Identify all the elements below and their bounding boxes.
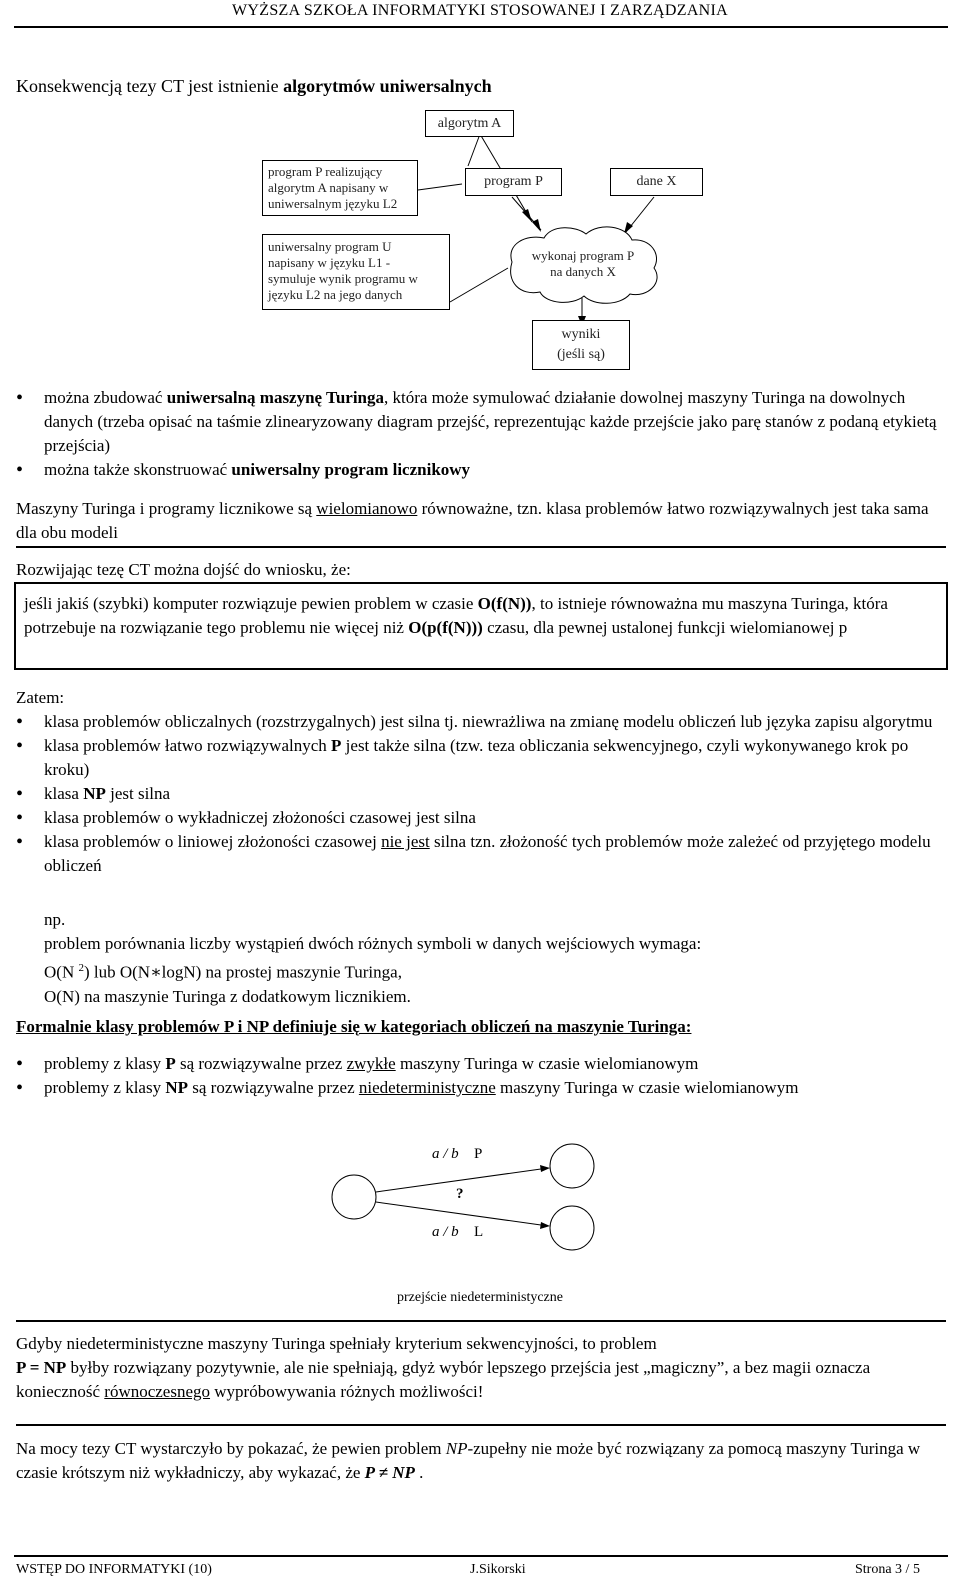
list-item: • można także skonstruować uniwersalny program licznikowy bbox=[14, 458, 946, 482]
equivalence-paragraph: Maszyny Turinga i programy licznikowe są wielomianowo równoważne, tzn. klasa problemów łatwo rozwiązywalnych jest taka sama dla obu modeli bbox=[16, 499, 929, 542]
footer-course: WSTĘP DO INFORMATYKI (10) bbox=[16, 1562, 212, 1577]
top-direction: P bbox=[474, 1146, 483, 1162]
data-box: dane X bbox=[610, 168, 703, 196]
list-item: • klasa problemów o liniowej złożoności czasowej nie jest silna tzn. złożoność tych problemów może zależeć od przyjętego modelu obliczeń bbox=[14, 830, 946, 878]
list-item: • klasa problemów łatwo rozwiązywalnych P jest także silna (tzw. teza obliczania sekwencyjnego, czyli wykonywanego krok po kroku) bbox=[14, 734, 946, 782]
list-item: • problemy z klasy NP są rozwiązywalne przez niedeterministyczne maszyny Turinga w czasie wielomianowym bbox=[14, 1076, 946, 1100]
question-mark: ? bbox=[456, 1186, 464, 1202]
bottom-direction: L bbox=[474, 1224, 484, 1240]
list-item: • klasa NP jest silna bbox=[14, 782, 946, 806]
program-box: program P bbox=[465, 168, 562, 196]
intro-line: Konsekwencją tezy CT jest istnienie algorytmów uniwersalnych bbox=[16, 76, 492, 96]
ct-paragraph: Na mocy tezy CT wystarczyło by pokazać, że pewien problem NP-zupełny nie może być rozwiązany za pomocą maszyny Turinga w czasie krótszym niż wykładniczy, aby wykazać, że P ≠ NP . bbox=[16, 1439, 921, 1482]
footer-page: Strona 3 / 5 bbox=[855, 1562, 920, 1577]
state-bottom bbox=[550, 1206, 594, 1250]
formal-heading: Formalnie klasy problemów P i NP definiuje się w kategoriach obliczeń na maszynie Turinga: bbox=[16, 1017, 692, 1036]
header-school: WYŻSZA SZKOŁA INFORMATYKI STOSOWANEJ I ZARZĄDZANIA bbox=[231, 2, 729, 19]
algorithm-box: algorytm A bbox=[425, 110, 514, 137]
footer-author: J.Sikorski bbox=[470, 1562, 526, 1577]
note-universal-box: uniwersalny program U napisany w języku L1 - symuluje wynik programu w języku L2 na jego danych bbox=[262, 234, 450, 310]
thesis-box: jeśli jakiś (szybki) komputer rozwiązuje pewien problem w czasie O(f(N)), to istnieje równoważna mu maszyna Turinga, która potrzebuje na rozwiązanie tego problemu nie więcej niż O(p(f(N))) czasu, dla pewnej ustalonej funkcji wielomianowej p bbox=[14, 582, 948, 670]
top-transition-label: a / b bbox=[432, 1146, 459, 1162]
results-box: wyniki (jeśli są) bbox=[532, 320, 630, 370]
develop-line: Rozwijając tezę CT można dojść do wniosku, że: bbox=[16, 560, 351, 579]
section-rule bbox=[16, 1424, 946, 1426]
example-block: np. problem porównania liczby wystąpień dwóch różnych symboli w danych wejściowych wymaga: O(N $^2$) lub O(N∗logN) na prostej maszynie Turinga, O(N) na maszynie Turinga z dodatkowym licznikiem. bbox=[44, 910, 702, 1006]
note-program-box: program P realizujący algorytm A napisany w uniwersalnym języku L2 bbox=[262, 160, 418, 216]
zatem-label: Zatem: bbox=[16, 688, 65, 707]
class-bullets bbox=[14, 1052, 946, 1100]
bottom-transition-label: a / b bbox=[432, 1224, 459, 1240]
state-left bbox=[332, 1175, 376, 1219]
list-item: • można zbudować uniwersalną maszynę Turinga, która może symulować działanie dowolnej maszyny Turinga na dowolnych danych (trzeba opisać na taśmie zlinearyzowany diagram przejść, reprezentując każde przejście jako parę stanów z podaną etykietą przejścia) bbox=[14, 386, 946, 458]
conclusion-bullets bbox=[14, 710, 946, 878]
diagram-caption: przejście niedeterministyczne bbox=[397, 1290, 563, 1305]
list-item: • klasa problemów obliczalnych (rozstrzygalnych) jest silna tj. niewrażliwa na zmianę modelu obliczeń lub języka zapisu algorytmu bbox=[14, 710, 946, 734]
list-item: • problemy z klasy P są rozwiązywalne przez zwykłe maszyny Turinga w czasie wielomianowym bbox=[14, 1052, 946, 1076]
section-rule bbox=[16, 546, 946, 548]
section-rule bbox=[16, 1320, 946, 1322]
ndtm-paragraph: Gdyby niedeterministyczne maszyny Turinga spełniały kryterium sekwencyjności, to problem P = NP byłby rozwiązany pozytywnie, ale nie spełniają, gdyż wybór lepszego przejścia jest „magiczny”, a bez magii oznacza konieczność równoczesnego wypróbowywania różnych możliwości! bbox=[16, 1334, 871, 1401]
cloud-label: wykonaj program P na danych X bbox=[531, 248, 635, 279]
footer-rule bbox=[14, 1555, 948, 1557]
list-item: • klasa problemów o wykładniczej złożoności czasowej jest silna bbox=[14, 806, 946, 830]
state-top bbox=[550, 1144, 594, 1188]
universal-bullets bbox=[14, 386, 946, 482]
